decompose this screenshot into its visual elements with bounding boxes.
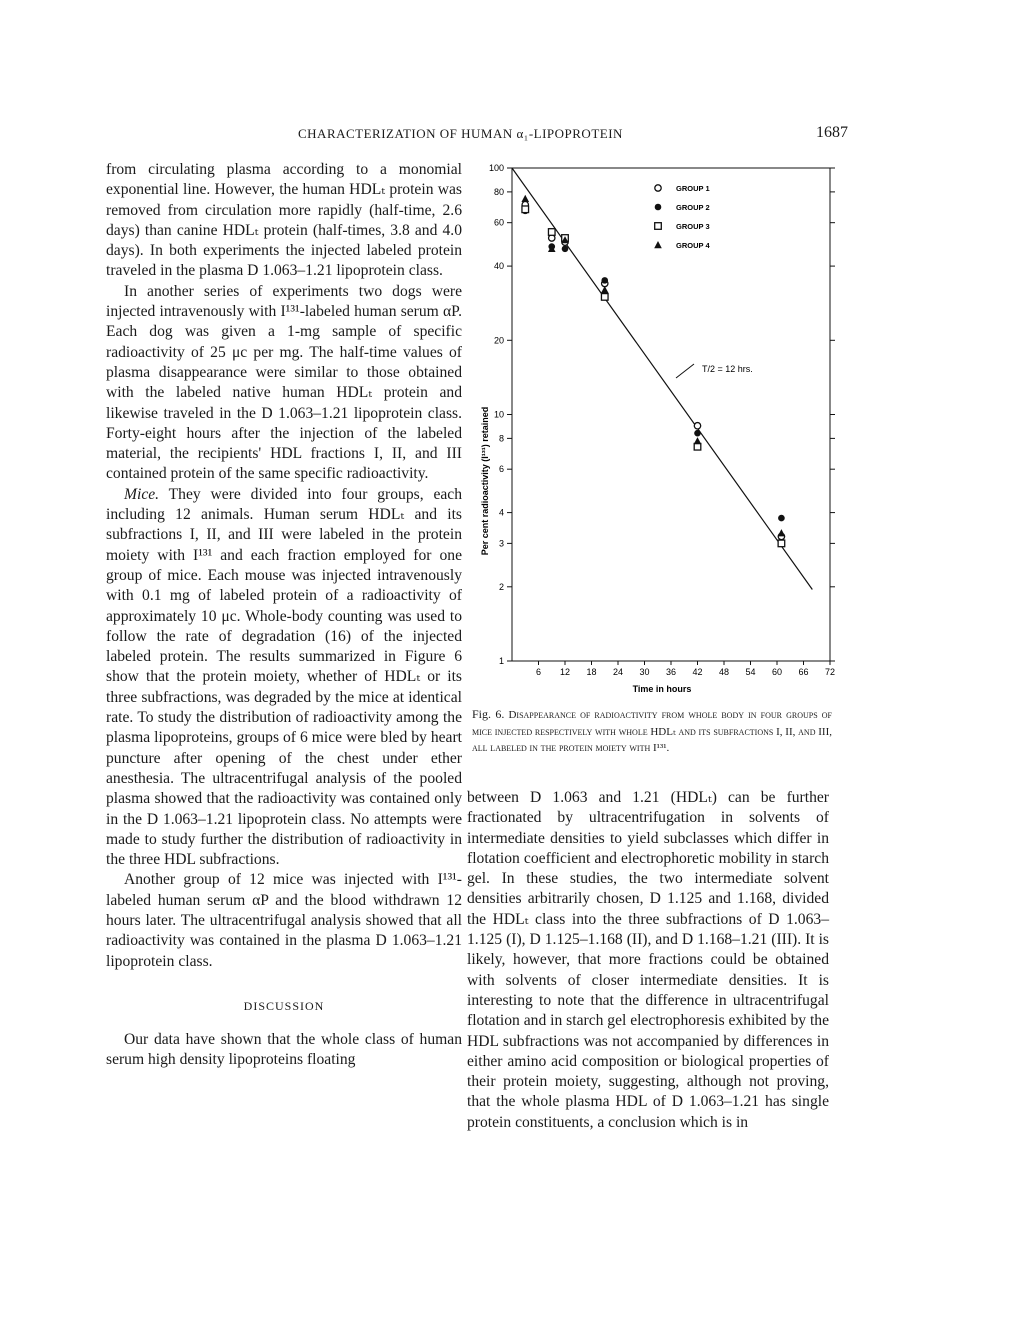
y-tick-label: 6: [498, 464, 504, 475]
data-point: [778, 515, 785, 522]
paragraph: Our data have shown that the whole class of human serum high density lipoproteins floating: [106, 1031, 462, 1069]
x-tick-label: 42: [692, 667, 703, 677]
paragraph: Another group of 12 mice was injected with I¹³¹-labeled human serum αP and the blood withdrawn 12 hours later. The ultracentrifugal analysis showed that all radioactivity was contained in the plasma D 1.063–1.21 lipoprotein class.: [106, 871, 462, 970]
figure-6-chart: [480, 158, 860, 698]
x-tick-label: 48: [718, 667, 730, 677]
regression-line: [512, 168, 812, 590]
chart-legend: [654, 184, 710, 250]
paragraph: from circulating plasma according to a monomial exponential line. However, the human HDLₜ protein was removed from circulation more rapidly (half-time, 2.6 days) than canine HDLₜ protein (half-times, 3.8 and 4.0 days). In both experiments the injected labeled protein traveled in the plasma D 1.063–1.21 lipoprotein class.: [106, 161, 462, 280]
data-point: [562, 246, 569, 253]
y-tick-label: 80: [493, 186, 504, 197]
x-axis-label: Time in hours: [632, 684, 692, 694]
y-tick-label: 100: [488, 163, 504, 173]
paragraph: between D 1.063 and 1.21 (HDLₜ) can be further fractionated by ultracentrifugation in solvents of intermediate densities to yield subclasses which differ in flotation coefficient and electrophoretic mobility in starch gel. In these studies, the two intermediate solvent densities arbitrarily chosen, D 1.125 and 1.168, divided the HDLₜ class into the three subfractions of D 1.063–1.125 (I), D 1.125–1.168 (II), and D 1.168–1.21 (III). It is likely, however, that more fractions could be obtained with solvents of closer intermediate densities. It is interesting to note that the difference in ultracentrifugal flotation and in starch gel electrophoresis exhibited by the HDL subfractions was not accompanied by differences in either amino acid composition or biological properties of their protein moiety, suggesting, although not proving, that the whole plasma HDL of D 1.063–1.21 has single protein constituents, a conclusion which is in: [467, 789, 830, 1131]
data-point: [694, 430, 701, 437]
figure-caption: [472, 706, 832, 757]
halftime-pointer: [676, 364, 694, 378]
section-heading: DISCUSSION: [243, 998, 325, 1013]
y-tick-label: 40: [493, 261, 504, 272]
data-point: [778, 540, 785, 547]
data-point: [601, 294, 608, 301]
paragraph: In another series of experiments two dogs were injected intravenously with I¹³¹-labeled human serum αP. Each dog was given a 1-mg sample of specific radioactivity of 25 μc per mg. The half-time values of plasma disappearance were similar to those obtained with the labeled native human HDLₜ protein and likewise traveled in the D 1.063–1.21 lipoprotein class. Forty-eight hours after the injection of the labeled material, the recipients' HDL fractions I, II, and III contained protein of the same specific radioactivity.: [106, 282, 462, 483]
y-tick-label: 1: [498, 656, 504, 666]
legend-marker: [655, 204, 662, 211]
legend-label: GROUP 2: [676, 203, 710, 212]
page-header: [0, 124, 1020, 148]
left-column: [106, 160, 462, 1071]
y-tick-label: 8: [498, 433, 504, 444]
chart-marks: [512, 168, 812, 590]
y-axis-label: Per cent radioactivity (I¹³¹) retained: [480, 406, 490, 556]
y-tick-label: 60: [493, 217, 504, 228]
data-point: [522, 206, 529, 213]
legend-marker: [655, 185, 661, 191]
right-column: [467, 788, 829, 1133]
x-tick-label: 72: [824, 667, 836, 677]
chart-svg: [480, 158, 860, 698]
y-tick-label: 3: [498, 538, 504, 549]
data-point: [694, 423, 700, 429]
halftime-annotation: T/2 = 12 hrs.: [702, 364, 753, 374]
y-tick-label: 4: [498, 507, 504, 518]
caption-text: Disappearance of radioactivity from whole body in four groups of mice injected respectively with whole HDLₜ and its subfractions I, II, and III, all labeled in the protein moiety with I¹³¹.: [472, 709, 832, 754]
chart-axes: [489, 163, 835, 677]
page-number: 1687: [816, 124, 848, 141]
legend-label: GROUP 4: [676, 241, 710, 250]
legend-label: GROUP 3: [676, 222, 710, 231]
x-tick-label: 60: [771, 667, 783, 677]
legend-label: GROUP 1: [676, 184, 710, 193]
x-tick-label: 30: [639, 667, 650, 677]
plot-frame: [512, 168, 830, 661]
run-in-heading: Mice.: [124, 485, 160, 503]
legend-marker: [654, 241, 662, 248]
x-tick-label: 6: [535, 667, 542, 677]
y-tick-label: 20: [493, 335, 504, 346]
legend-marker: [655, 223, 662, 230]
x-tick-label: 12: [559, 667, 571, 677]
x-tick-label: 36: [665, 667, 677, 677]
x-tick-label: 24: [612, 667, 624, 677]
x-tick-label: 66: [798, 667, 809, 677]
running-title: CHARACTERIZATION OF HUMAN α₁-LIPOPROTEIN: [298, 126, 623, 141]
data-point: [778, 529, 786, 536]
data-point: [601, 286, 609, 293]
y-tick-label: 10: [493, 409, 504, 420]
paragraph: [106, 485, 462, 871]
paragraph-body: They were divided into four groups, each including 12 animals. Human serum HDLₜ and its subfractions I, II, and III were labeled in the protein moiety with I¹³¹ and each fraction employed for one group of mice. Each mouse was injected intravenously with 0.1 mg of labeled protein of a radioactivity of approximately 10 μc. Whole-body counting was used to follow the rate of degradation (16) of the injected labeled protein. The results summarized in Figure 6 show that the protein moiety, whether of HDLₜ or its three subfractions, was degraded by the mice at identical rate. To study the distribution of radioactivity among the plasma lipoproteins, groups of 6 mice were bled by heart puncture after opening of the chest under ether anesthesia. The ultracentrifugal analysis of the pooled plasma showed that the radioactivity was contained only in the D 1.063–1.21 lipoprotein class. No attempts were made to study further the distribution of radioactivity in the three HDL subfractions.: [106, 485, 462, 869]
x-tick-label: 54: [745, 667, 756, 677]
data-point: [601, 277, 608, 284]
data-point: [548, 229, 555, 236]
data-point: [694, 437, 702, 444]
x-tick-label: 18: [586, 667, 597, 677]
data-point: [521, 195, 529, 202]
y-tick-label: 2: [498, 581, 504, 592]
figure-label: Fig. 6.: [472, 707, 505, 721]
data-point: [694, 443, 701, 450]
